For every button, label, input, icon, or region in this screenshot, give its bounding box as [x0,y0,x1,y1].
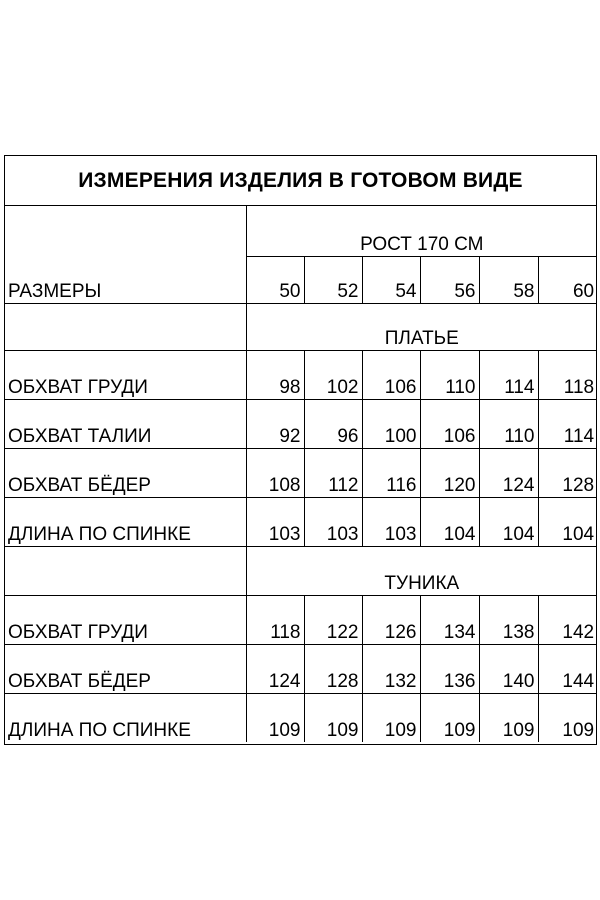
size-chart [4,155,597,745]
value-cell: 103 [246,497,304,546]
chart-title: ИЗМЕРЕНИЯ ИЗДЕЛИЯ В ГОТОВОМ ВИДЕ [5,156,596,206]
section-header-row [5,303,597,350]
value-cell: 104 [420,497,479,546]
size-cell: 60 [538,256,597,303]
row-label: ОБХВАТ ГРУДИ [5,595,246,644]
height-label: РОСТ 170 СМ [246,205,597,256]
row-label: ОБХВАТ БЁДЕР [5,644,246,693]
sizes-label: РАЗМЕРЫ [5,205,246,303]
row-label: ДЛИНА ПО СПИНКЕ [5,497,246,546]
value-cell: 118 [246,595,304,644]
value-cell: 109 [420,693,479,742]
table-row [5,497,597,546]
table-row [5,399,597,448]
value-cell: 104 [479,497,538,546]
value-cell: 120 [420,448,479,497]
value-cell: 106 [362,350,420,399]
measurements-table [5,205,597,742]
size-cell: 56 [420,256,479,303]
section-header-row [5,546,597,595]
size-cell: 52 [304,256,362,303]
section-empty-label [5,546,246,595]
value-cell: 116 [362,448,420,497]
section-empty-label [5,303,246,350]
section-name: ПЛАТЬЕ [246,303,597,350]
value-cell: 106 [420,399,479,448]
value-cell: 112 [304,448,362,497]
value-cell: 132 [362,644,420,693]
value-cell: 126 [362,595,420,644]
value-cell: 100 [362,399,420,448]
value-cell: 109 [479,693,538,742]
value-cell: 110 [479,399,538,448]
value-cell: 128 [304,644,362,693]
value-cell: 144 [538,644,597,693]
size-cell: 50 [246,256,304,303]
row-label: ОБХВАТ ГРУДИ [5,350,246,399]
value-cell: 110 [420,350,479,399]
table-row [5,448,597,497]
row-label: ДЛИНА ПО СПИНКЕ [5,693,246,742]
value-cell: 114 [538,399,597,448]
value-cell: 136 [420,644,479,693]
value-cell: 124 [246,644,304,693]
value-cell: 109 [304,693,362,742]
value-cell: 103 [304,497,362,546]
size-cell: 58 [479,256,538,303]
value-cell: 108 [246,448,304,497]
row-label: ОБХВАТ ТАЛИИ [5,399,246,448]
value-cell: 98 [246,350,304,399]
height-row [5,205,597,256]
value-cell: 109 [246,693,304,742]
value-cell: 114 [479,350,538,399]
value-cell: 128 [538,448,597,497]
table-row [5,595,597,644]
section-name: ТУНИКА [246,546,597,595]
table-row [5,350,597,399]
size-cell: 54 [362,256,420,303]
value-cell: 142 [538,595,597,644]
value-cell: 138 [479,595,538,644]
value-cell: 96 [304,399,362,448]
table-row [5,693,597,742]
value-cell: 109 [362,693,420,742]
value-cell: 134 [420,595,479,644]
value-cell: 118 [538,350,597,399]
value-cell: 124 [479,448,538,497]
value-cell: 109 [538,693,597,742]
value-cell: 103 [362,497,420,546]
value-cell: 140 [479,644,538,693]
value-cell: 104 [538,497,597,546]
value-cell: 102 [304,350,362,399]
row-label: ОБХВАТ БЁДЕР [5,448,246,497]
value-cell: 92 [246,399,304,448]
value-cell: 122 [304,595,362,644]
table-row [5,644,597,693]
